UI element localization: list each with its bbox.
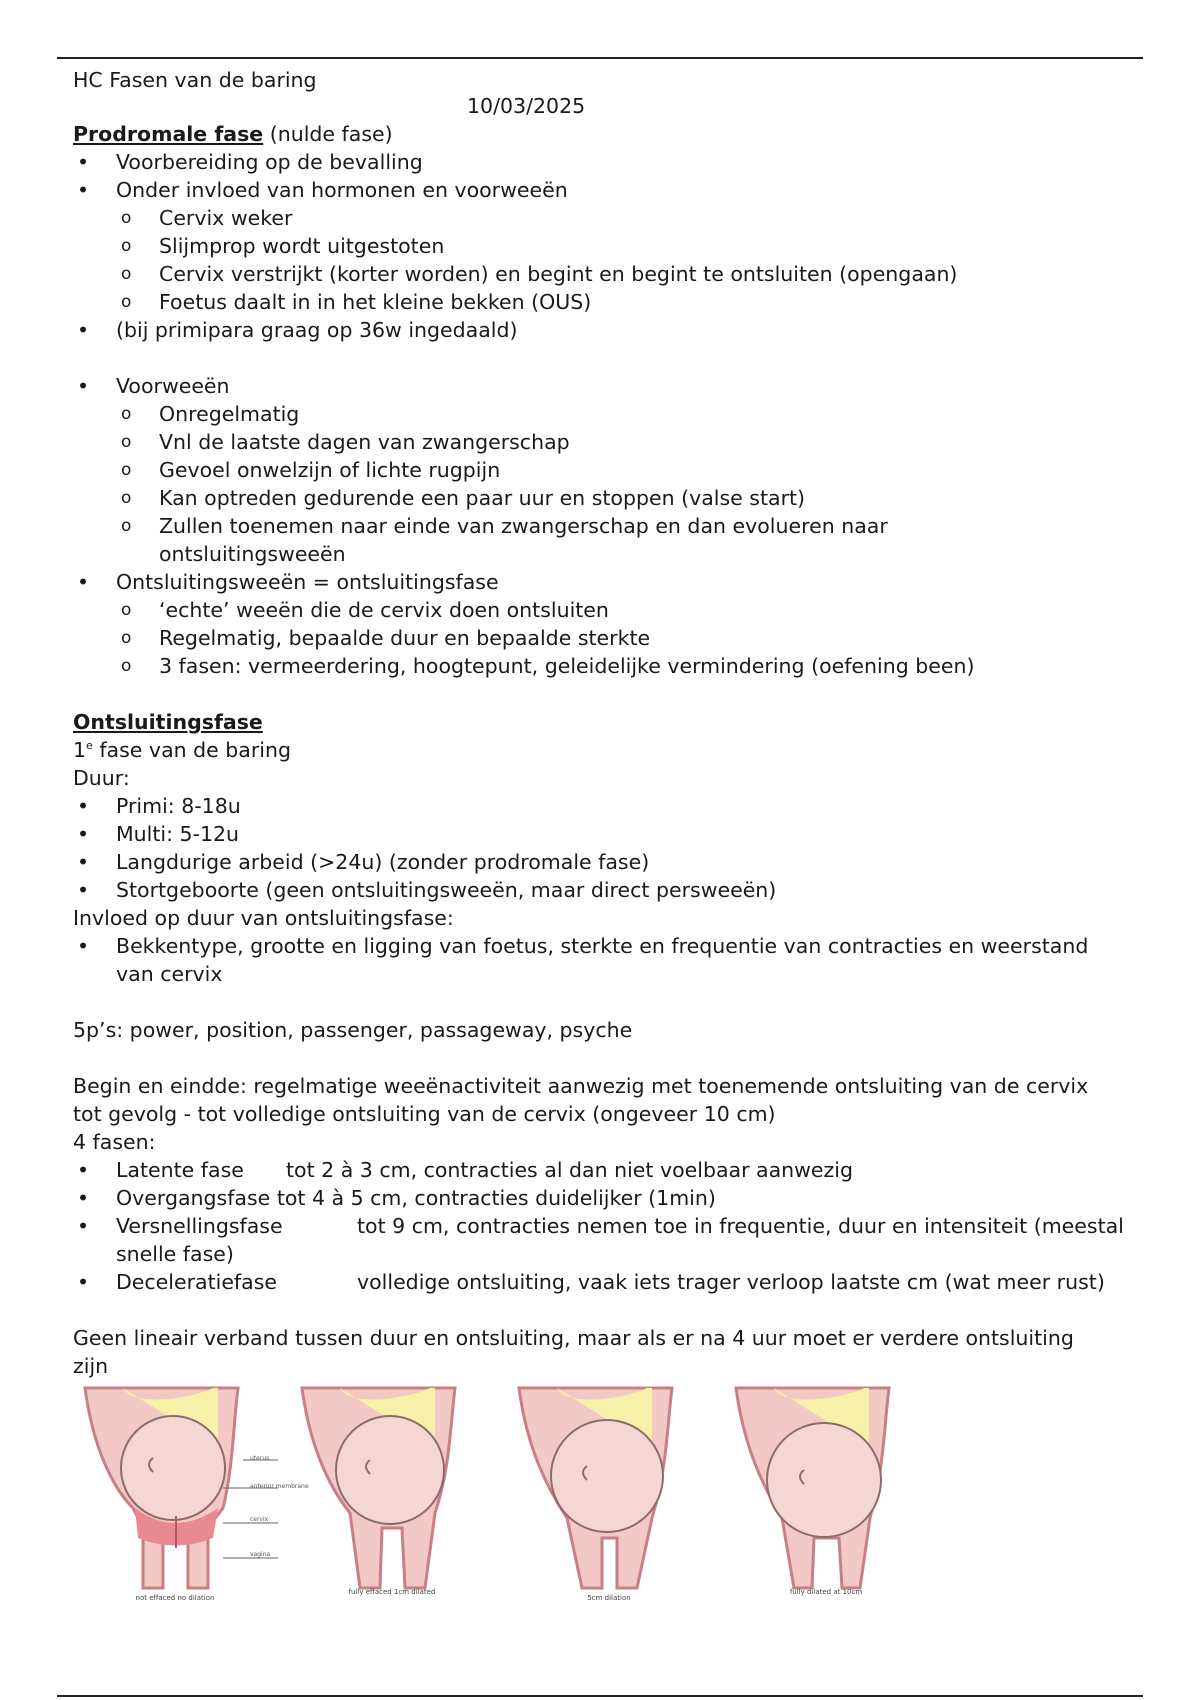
list-item (73, 652, 1133, 680)
bullet-dot-icon: • (77, 150, 90, 174)
fase-desc: tot 2 à 3 cm, contracties al dan niet voelbaar aanwezig (286, 1158, 853, 1182)
list-item (73, 624, 1133, 652)
bullet-dot-icon: • (77, 878, 90, 902)
bullet-circle-icon: o (121, 264, 132, 284)
bullet-dot-icon: • (77, 1270, 90, 1294)
list-item-text: Voorbereiding op de bevalling (116, 150, 423, 174)
invloed-list (73, 932, 1133, 988)
cervix-illustration-2 (250, 1388, 505, 1628)
list-item (73, 596, 1133, 624)
bullet-dot-icon: • (77, 374, 90, 398)
fase-desc: tot 4 à 5 cm, contracties duidelijker (1min) (276, 1186, 716, 1210)
top-rule (57, 57, 1143, 59)
bullet-dot-icon: • (77, 570, 90, 594)
bullet-circle-icon: o (121, 516, 132, 536)
label-vagina: vagina (250, 1551, 271, 1558)
fase-name: Versnellingsfase (116, 1214, 283, 1238)
list-item-text: Primi: 8-18u (116, 794, 241, 818)
list-item (73, 1184, 1133, 1212)
bullet-dot-icon: • (77, 318, 90, 342)
list-item (73, 484, 1133, 512)
fase-name: Latente fase (116, 1158, 244, 1182)
figure-panel-fully-effaced (250, 1388, 505, 1628)
label-anterior-membrane: anterior membrane (250, 1483, 309, 1490)
prodromal-list (73, 148, 1133, 204)
list-item-text: Vnl de laatste dagen van zwangerschap (159, 430, 570, 454)
bullet-dot-icon: • (77, 934, 90, 958)
bullet-circle-icon: o (121, 404, 132, 424)
bullet-circle-icon: o (121, 460, 132, 480)
fase-desc: tot 9 cm, contracties nemen toe in frequentie, duur en intensiteit (meestal snelle fase) (116, 1214, 1124, 1266)
duur-list (73, 792, 1133, 904)
bullet-circle-icon: o (121, 488, 132, 508)
prodromal-note-list (73, 316, 1133, 344)
list-item (73, 176, 1133, 204)
bullet-circle-icon: o (121, 600, 132, 620)
figure-caption-2: fully effaced 1cm dilated (348, 1588, 436, 1596)
bullet-dot-icon: • (77, 1186, 90, 1210)
fase-name: Overgangsfase (116, 1186, 271, 1210)
phase-line (73, 736, 1133, 764)
prodromal-heading-line (73, 120, 1133, 148)
phase-number: 1 (73, 738, 87, 762)
list-item (73, 316, 1133, 344)
prodromal-sublist (73, 204, 1133, 316)
list-item (73, 428, 1133, 456)
list-item-text: (bij primipara graag op 36w ingedaald) (116, 318, 518, 342)
list-item-text: Cervix weker (159, 206, 293, 230)
cervix-dilation-figure (73, 1388, 1133, 1628)
voorweeen-list (73, 372, 1133, 400)
lineair-paragraph: Geen lineair verband tussen duur en ontsluiting, maar als er na 4 uur moet er verdere ontsluiting zijn (73, 1326, 1074, 1378)
figure-panel-fully-dilated (724, 1388, 939, 1628)
list-item (73, 1212, 1156, 1268)
list-item (73, 260, 1133, 288)
list-item (73, 792, 1133, 820)
fasen-list (73, 1156, 1133, 1296)
phase-superscript: e (86, 739, 93, 753)
cervix-illustration-1 (73, 1388, 288, 1628)
list-item-text: Kan optreden gedurende een paar uur en stoppen (valse start) (159, 486, 806, 510)
cervix-illustration-3 (507, 1388, 722, 1628)
phase-text: fase van de baring (92, 738, 291, 762)
list-item-text: Ontsluitingsweeën = ontsluitingsfase (116, 570, 499, 594)
list-item (73, 372, 1133, 400)
list-item-text: Voorweeën (116, 374, 230, 398)
bullet-circle-icon: o (121, 432, 132, 452)
invloed-label: Invloed op duur van ontsluitingsfase: (73, 906, 454, 930)
doc-date: 10/03/2025 (467, 94, 586, 118)
prodromal-heading-suffix: (nulde fase) (263, 122, 393, 146)
bullet-dot-icon: • (77, 794, 90, 818)
list-item-text: Regelmatig, bepaalde duur en bepaalde sterkte (159, 626, 651, 650)
list-item (73, 820, 1133, 848)
ontsluitingsweeen-list (73, 568, 1133, 596)
figure-panel-not-effaced (73, 1388, 288, 1628)
list-item (73, 1156, 1133, 1184)
list-item (73, 400, 1133, 428)
list-item (73, 848, 1133, 876)
list-item (73, 876, 1133, 904)
begin-einde-paragraph: Begin en eindde: regelmatige weeënactiviteit aanwezig met toenemende ontsluiting van de cervix tot gevolg - tot volledige ontsluiting van de cervix (ongeveer 10 cm) (73, 1074, 1089, 1126)
five-p-line: 5p’s: power, position, passenger, passageway, psyche (73, 1018, 633, 1042)
list-item-text: Foetus daalt in in het kleine bekken (OUS) (159, 290, 592, 314)
ontsluitingsweeen-sublist (73, 596, 1133, 680)
list-item (73, 288, 1133, 316)
voorweeen-sublist (73, 400, 1133, 568)
fase-desc: volledige ontsluiting, vaak iets trager verloop laatste cm (wat meer rust) (357, 1270, 1105, 1294)
spacer (73, 680, 1133, 708)
bottom-rule (57, 1695, 1143, 1697)
list-item-text: Cervix verstrijkt (korter worden) en begint en begint te ontsluiten (opengaan) (159, 262, 958, 286)
list-item-text: 3 fasen: vermeerdering, hoogtepunt, geleidelijke vermindering (oefening been) (159, 654, 975, 678)
figure-caption-3: 5cm dilation (587, 1594, 631, 1602)
spacer (73, 1044, 1133, 1072)
bullet-circle-icon: o (121, 656, 132, 676)
bullet-dot-icon: • (77, 822, 90, 846)
list-item-text: ‘echte’ weeën die de cervix doen ontsluiten (159, 598, 609, 622)
spacer (73, 344, 1133, 372)
label-cervix: cervix (250, 1516, 269, 1523)
list-item (73, 512, 1059, 568)
list-item (73, 204, 1133, 232)
list-item-text: Stortgeboorte (geen ontsluitingsweeën, maar direct persweeën) (116, 878, 777, 902)
doc-title: HC Fasen van de baring (73, 68, 317, 92)
fase-name: Deceleratiefase (116, 1270, 277, 1294)
figure-panel-5cm (507, 1388, 722, 1628)
bullet-circle-icon: o (121, 236, 132, 256)
list-item-text: Onder invloed van hormonen en voorweeën (116, 178, 568, 202)
document-body (73, 66, 1133, 1628)
bullet-dot-icon: • (77, 1158, 90, 1182)
fasen-label: 4 fasen: (73, 1130, 156, 1154)
list-item-text: Onregelmatig (159, 402, 300, 426)
figure-caption-1: not effaced no dilation (135, 1594, 215, 1602)
label-uterus: uterus (250, 1455, 270, 1462)
list-item (73, 456, 1133, 484)
duur-label: Duur: (73, 766, 130, 790)
bullet-circle-icon: o (121, 208, 132, 228)
list-item (73, 148, 1133, 176)
cervix-illustration-4 (724, 1388, 939, 1628)
list-item (73, 568, 1133, 596)
prodromal-heading: Prodromale fase (73, 122, 264, 146)
spacer (73, 1296, 1133, 1324)
bullet-dot-icon: • (77, 1214, 90, 1238)
bullet-circle-icon: o (121, 628, 132, 648)
list-item-text: Langdurige arbeid (>24u) (zonder prodromale fase) (116, 850, 650, 874)
list-item (73, 932, 1116, 988)
ontsluiting-heading: Ontsluitingsfase (73, 710, 263, 734)
list-item-text: Bekkentype, grootte en ligging van foetus, sterkte en frequentie van contracties en weerstand van cervix (116, 934, 1089, 986)
figure-caption-4: fully dilated at 10cm (789, 1588, 863, 1596)
spacer (73, 988, 1133, 1016)
bullet-circle-icon: o (121, 292, 132, 312)
list-item-text: Zullen toenemen naar einde van zwangerschap en dan evolueren naar ontsluitingsweeën (159, 514, 888, 566)
list-item (73, 232, 1133, 260)
list-item-text: Gevoel onwelzijn of lichte rugpijn (159, 458, 501, 482)
list-item-text: Multi: 5-12u (116, 822, 240, 846)
bullet-dot-icon: • (77, 178, 90, 202)
list-item (73, 1268, 1156, 1296)
list-item-text: Slijmprop wordt uitgestoten (159, 234, 445, 258)
bullet-dot-icon: • (77, 850, 90, 874)
